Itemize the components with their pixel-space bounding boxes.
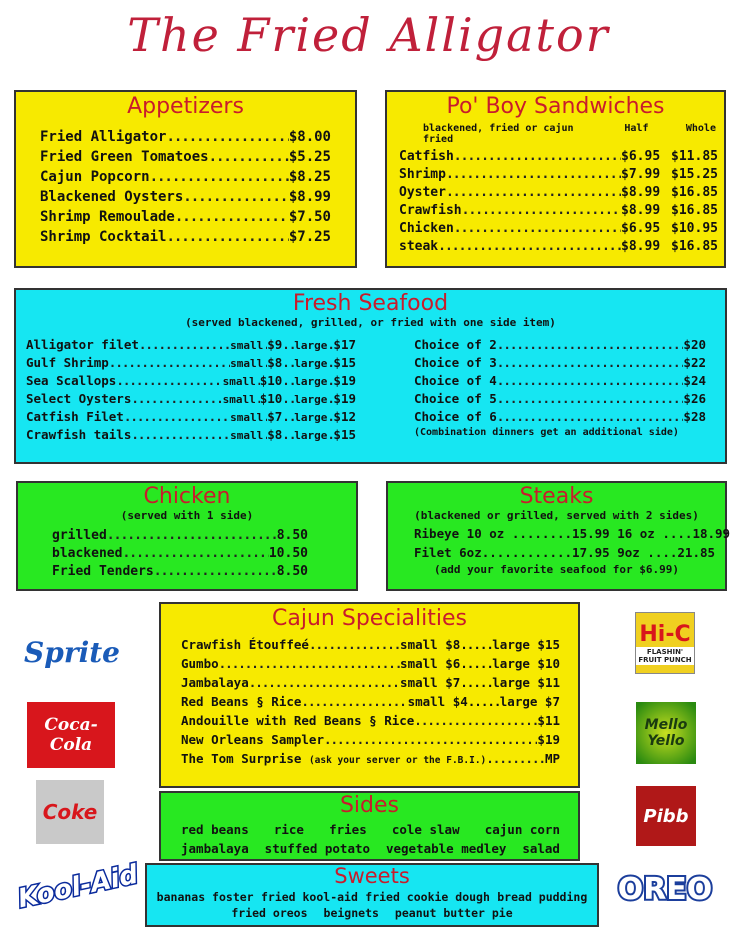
item-name: Sea Scallops xyxy=(26,373,117,389)
half-price: $6.95 xyxy=(621,149,661,165)
oreo-logo: OREO xyxy=(602,864,728,914)
large-label: large xyxy=(294,375,328,389)
item-note: (ask your server or the F.B.I.) xyxy=(308,755,487,767)
small-price: small $7 xyxy=(400,675,461,691)
menu-item xyxy=(40,149,331,165)
sweet-item: fried cookie dough xyxy=(365,890,490,905)
coca-cola-logo: Coca-Cola xyxy=(27,702,115,768)
small-label: small xyxy=(230,339,264,353)
menu-item xyxy=(52,528,308,543)
item-name: Alligator filet xyxy=(26,337,139,353)
item-price: $7.50 xyxy=(288,209,331,226)
item-name: Shrimp xyxy=(399,167,446,183)
menu-item xyxy=(26,337,356,352)
side-item: fries xyxy=(329,822,367,838)
item-price: 10.50 xyxy=(268,546,308,562)
item-name: blackened xyxy=(52,546,123,562)
whole-price: $10.95 xyxy=(671,221,718,237)
item-name: Catfish Filet xyxy=(26,409,124,425)
menu-item xyxy=(181,637,560,652)
sides-title: Sides xyxy=(339,793,400,818)
half-label: Half xyxy=(624,123,649,135)
hi-c-flavor: FLASHIN' FRUIT PUNCH xyxy=(636,647,694,665)
sides-row xyxy=(181,822,560,837)
steaks-title: Steaks xyxy=(519,484,594,509)
menu-item xyxy=(52,564,308,579)
seafood-title: Fresh Seafood xyxy=(292,291,449,316)
small-price: small $4 xyxy=(407,694,468,710)
small-price: $7 xyxy=(267,409,283,425)
menu-item xyxy=(399,185,718,200)
poboy-section xyxy=(385,90,726,268)
large-price: large $10 xyxy=(492,656,560,672)
item-price: $19 xyxy=(537,732,560,748)
item-name: Crawfish xyxy=(399,203,462,219)
filet-line: Filet 6oz............17.95 9oz ....21.85 xyxy=(414,545,716,561)
item-name: The Tom Surprise xyxy=(181,751,302,767)
menu-item xyxy=(26,391,356,406)
menu-item xyxy=(181,713,560,728)
small-label: small xyxy=(222,375,256,389)
sweet-item: fried oreos xyxy=(231,906,308,921)
side-item: red beans xyxy=(181,822,249,838)
restaurant-title: The Fried Alligator xyxy=(127,8,610,62)
large-price: $15 xyxy=(333,427,356,443)
sweet-item: fried kool-aid xyxy=(260,890,358,905)
large-label: large xyxy=(294,429,328,443)
whole-price: $16.85 xyxy=(671,203,718,219)
item-name: Gumbo xyxy=(181,656,219,672)
half-price: $8.99 xyxy=(621,185,661,201)
menu-item xyxy=(181,656,560,671)
chicken-subtitle: (served with 1 side) xyxy=(120,509,254,523)
item-name: Cajun Popcorn xyxy=(40,169,150,186)
item-name: Fried Alligator xyxy=(40,129,167,146)
large-price: large $15 xyxy=(492,637,560,653)
menu-item xyxy=(26,409,356,424)
large-label: large xyxy=(294,393,328,407)
appetizers-section xyxy=(14,90,357,268)
item-name: Red Beans § Rice xyxy=(181,694,302,710)
half-price: $8.99 xyxy=(621,239,661,255)
item-name: Chicken xyxy=(399,221,454,237)
small-label: small xyxy=(230,411,264,425)
seafood-items xyxy=(16,337,356,445)
menu-item xyxy=(181,732,560,747)
large-price: $19 xyxy=(333,391,356,407)
side-item: salad xyxy=(522,841,560,857)
menu-item xyxy=(399,203,718,218)
small-price: $8 xyxy=(267,427,283,443)
menu-item xyxy=(414,337,706,352)
large-price: large $11 xyxy=(492,675,560,691)
large-price: $19 xyxy=(333,373,356,389)
item-name: Crawfish tails xyxy=(26,427,132,443)
cajun-title: Cajun Specialities xyxy=(272,606,467,631)
sweets-section xyxy=(145,863,599,927)
item-name: steak xyxy=(399,239,439,255)
menu-item xyxy=(40,189,331,205)
item-price: $24 xyxy=(683,373,706,389)
item-name: Andouille with Red Beans § Rice xyxy=(181,713,415,729)
small-price: $9 xyxy=(267,337,283,353)
ribeye-line: Ribeye 10 oz ........15.99 16 oz ....18.99 xyxy=(414,526,731,542)
small-price: small $6 xyxy=(400,656,461,672)
large-price: $12 xyxy=(333,409,356,425)
item-name: Gulf Shrimp xyxy=(26,355,109,371)
combination-choices xyxy=(356,337,716,445)
item-name: Crawfish Étouffeé xyxy=(181,637,309,653)
menu-item xyxy=(40,169,331,185)
sweets-row xyxy=(153,890,591,904)
menu-item xyxy=(414,373,706,388)
item-name: Shrimp Remoulade xyxy=(40,209,175,226)
menu-item xyxy=(40,229,331,245)
whole-price: $16.85 xyxy=(671,239,718,255)
poboy-header xyxy=(423,123,716,145)
large-label: large xyxy=(294,411,328,425)
small-price: $8 xyxy=(267,355,283,371)
appetizers-title: Appetizers xyxy=(127,94,244,119)
small-price: $10 xyxy=(259,373,283,389)
side-item: vegetable medley xyxy=(385,841,507,857)
steaks-section xyxy=(386,481,731,591)
side-item: cajun corn xyxy=(484,822,560,838)
menu-item xyxy=(399,167,718,182)
item-name: Choice of 2 xyxy=(414,337,497,353)
menu-item xyxy=(26,427,356,442)
item-price: $26 xyxy=(683,391,706,407)
small-label: small xyxy=(222,393,256,407)
item-name: Choice of 4 xyxy=(414,373,497,389)
sides-section xyxy=(159,791,580,861)
item-price: $22 xyxy=(683,355,706,371)
poboy-title: Po' Boy Sandwiches xyxy=(446,94,665,119)
large-price: $15 xyxy=(333,355,356,371)
add-seafood-note: (add your favorite seafood for $6.99) xyxy=(433,563,680,577)
side-item: rice xyxy=(273,822,304,838)
large-label: large xyxy=(294,339,328,353)
item-name: Catfish xyxy=(399,149,454,165)
item-name: New Orleans Sampler xyxy=(181,732,324,748)
menu-item xyxy=(40,209,331,225)
item-price: 8.50 xyxy=(276,528,308,544)
item-name: Fried Tenders xyxy=(52,564,154,580)
item-name: Shrimp Cocktail xyxy=(40,229,167,246)
sweet-item: bread pudding xyxy=(497,890,588,905)
large-label: large xyxy=(294,357,328,371)
menu-item xyxy=(399,221,718,236)
item-name: Select Oysters xyxy=(26,391,132,407)
half-price: $8.99 xyxy=(621,203,661,219)
item-price: $8.00 xyxy=(288,129,331,146)
item-price: 8.50 xyxy=(276,564,308,580)
kool-aid-logo: Kool-Aid xyxy=(15,859,141,915)
menu-item xyxy=(181,675,560,690)
item-name: Jambalaya xyxy=(181,675,249,691)
seafood-subtitle: (served blackened, grilled, or fried with one side item) xyxy=(185,316,556,330)
small-price: $10 xyxy=(259,391,283,407)
menu-item xyxy=(26,355,356,370)
small-label: small xyxy=(230,357,264,371)
seafood-section xyxy=(14,288,727,464)
side-item: stuffed potato xyxy=(264,841,371,857)
menu-item xyxy=(414,409,706,424)
sprite-logo: Sprite xyxy=(24,635,120,669)
whole-label: Whole xyxy=(685,123,716,135)
item-price: $28 xyxy=(683,409,706,425)
menu-item xyxy=(26,373,356,388)
item-name: Blackened Oysters xyxy=(40,189,184,206)
item-name: grilled xyxy=(52,528,107,544)
chicken-section xyxy=(16,481,358,591)
item-name: Choice of 6 xyxy=(414,409,497,425)
whole-price: $11.85 xyxy=(671,149,718,165)
menu-item xyxy=(52,546,308,561)
whole-price: $16.85 xyxy=(671,185,718,201)
menu-item xyxy=(414,391,706,406)
side-item: cole slaw xyxy=(391,822,460,838)
item-price: $7.25 xyxy=(288,229,331,246)
item-name: Choice of 3 xyxy=(414,355,497,371)
large-price: $17 xyxy=(333,337,356,353)
item-price: $8.25 xyxy=(288,169,331,186)
small-price: small $8 xyxy=(400,637,461,653)
menu-item xyxy=(40,129,331,145)
menu-item xyxy=(181,751,560,766)
item-price: $20 xyxy=(683,337,706,353)
sweet-item: peanut butter pie xyxy=(394,906,513,921)
diet-coke-logo: Coke xyxy=(36,780,104,844)
item-name: Oyster xyxy=(399,185,446,201)
large-price: large $7 xyxy=(499,694,560,710)
item-price: $8.99 xyxy=(288,189,331,206)
cajun-section xyxy=(159,602,580,788)
item-name: Fried Green Tomatoes xyxy=(40,149,209,166)
menu-item xyxy=(181,694,560,709)
item-price: MP xyxy=(544,751,560,767)
combination-note: (Combination dinners get an additional side) xyxy=(414,427,679,439)
mello-yello-logo: Mello Yello xyxy=(636,702,696,764)
poboy-subtitle: blackened, fried or cajun fried xyxy=(423,123,574,146)
sweet-item: beignets xyxy=(323,906,379,921)
sweets-row xyxy=(153,906,591,920)
hi-c-logo xyxy=(635,612,695,674)
sweets-title: Sweets xyxy=(334,864,410,888)
item-name: Choice of 5 xyxy=(414,391,497,407)
menu-item xyxy=(399,149,718,164)
menu-item xyxy=(399,239,718,254)
pibb-logo: Pibb xyxy=(636,786,696,846)
hi-c-wordmark: Hi-C xyxy=(639,621,691,647)
half-price: $7.99 xyxy=(621,167,661,183)
item-price: $5.25 xyxy=(288,149,331,166)
item-price: $11 xyxy=(537,713,560,729)
small-label: small xyxy=(230,429,264,443)
sweet-item: bananas foster xyxy=(156,890,254,905)
half-price: $6.95 xyxy=(621,221,661,237)
sides-row xyxy=(181,841,560,856)
whole-price: $15.25 xyxy=(671,167,718,183)
menu-item xyxy=(414,355,706,370)
steaks-subtitle: (blackened or grilled, served with 2 sides) xyxy=(414,509,699,523)
side-item: jambalaya xyxy=(181,841,249,857)
chicken-title: Chicken xyxy=(143,484,231,509)
